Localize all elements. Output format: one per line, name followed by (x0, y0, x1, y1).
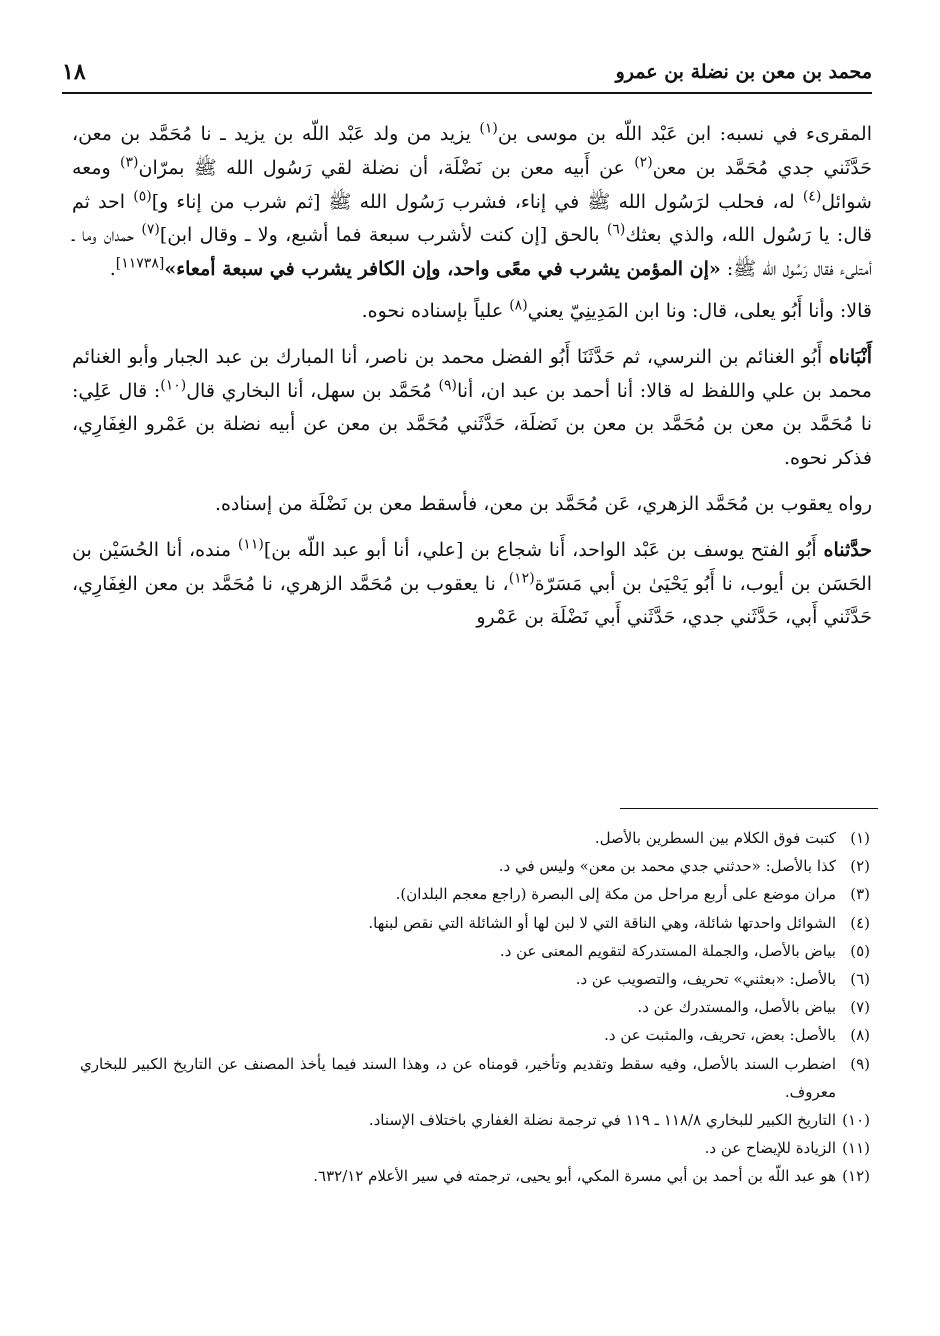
footnote-text: بالأصل: «بعثني» تحريف، والتصويب عن د. (575, 970, 836, 989)
footnote-text: بالأصل: بعض، تحريف، والمثبت عن د. (604, 1026, 836, 1045)
footnote-number: (٩) (850, 1054, 870, 1073)
header-title: محمد بن معن بن نضلة بن عمرو (615, 61, 872, 83)
footnote-text: بياض بالأصل، والمستدرك عن د. (637, 998, 836, 1017)
footnote-text: التاريخ الكبير للبخاري ١١٨/٨ ـ ١١٩ في ترجمة نضلة الغفاري باختلاف الإسناد. (368, 1111, 836, 1130)
text-run: مُحَمَّد بن سهل، أنا البخاري قال (186, 379, 439, 402)
footnote-ref: (١١) (237, 536, 264, 553)
footnote-ref: (٣) (120, 154, 139, 171)
footnote-number: (١٢) (842, 1167, 870, 1186)
footnote (80, 909, 870, 937)
main-text (72, 118, 872, 647)
footnote-text: الشوائل واحدتها شائلة، وهي الناقة التي لا لبن لها أو الشائلة التي نقص لبنها. (368, 913, 836, 932)
footnote (80, 880, 870, 908)
footnote-ref: (٢) (634, 154, 653, 171)
footnote-ref: (٨) (509, 297, 528, 314)
footnote-ref: (١٢) (508, 570, 535, 587)
text-run: ومعه شوائل (72, 156, 872, 213)
footnote-text: كذا بالأصل: «حدثني جدي محمد بن معن» وليس في د. (498, 857, 836, 876)
text-run: قالا: وأنا أَبُو يعلى، قال: ونا ابن المَدِينِيّ يعني (527, 299, 872, 322)
footnote-text: هو عبد اللّه بن أحمد بن أبي مسرة المكي، أبو يحيى، ترجمته في سير الأعلام ٦٣٢/١٢. (313, 1167, 836, 1186)
text-run: المقرىء في نسبه: ابن عَبْد اللّه بن موسى بن (497, 123, 872, 145)
footnote-text: اضطرب السند بالأصل، وفيه سقط وتقديم وتأخير، قومناه عن د، وهذا السند فيما يأخذ المصنف عن التاريخ الكبير للبخاري معروف. (80, 1054, 836, 1101)
footnote (80, 1050, 870, 1106)
text-run: حمدان وما ـ أمتلىء فقال رَسُول الله ﷺ: (72, 224, 872, 281)
text-run: علياً بإسناده نحوه. (361, 299, 510, 322)
paragraph (72, 534, 872, 635)
footnote-number: (٦) (850, 970, 870, 989)
paragraph (72, 488, 872, 522)
footnote-ref: (٧) (141, 222, 160, 239)
footnote-number: (٣) (850, 885, 870, 904)
text-run: بالحق [إن كنت لأشرب سبعة فما أشبع، ولا ـ وقال ابن] (159, 224, 607, 247)
text-run: أَبُو الفتح يوسف بن عَبْد الواحد، أَنا شجاع بن [علي، أنا أبو عبد اللّه بن] (263, 538, 824, 561)
text-run: احد ثم قال: يا رَسُول الله، والذي بعثك (72, 190, 872, 247)
footnote-text: بياض بالأصل، والجملة المستدركة لتقويم المعنى عن د. (499, 941, 836, 960)
hadith-number: [١١٧٣٨] (115, 255, 165, 272)
paragraph (72, 295, 872, 329)
footnotes (80, 824, 870, 1191)
footnote-number: (٨) (850, 1026, 870, 1045)
hadith-quote: «إن المؤمن يشرب في معًى واحد، وإن الكافر يشرب في سبعة أمعاء» (164, 258, 721, 281)
footnote-ref: (٩) (438, 377, 457, 394)
footnote-number: (٧) (850, 998, 870, 1017)
footnote-ref: (٤) (802, 188, 822, 205)
paragraph (72, 118, 872, 287)
text-run: . (109, 258, 116, 281)
footnote (80, 1021, 870, 1049)
footnote (80, 937, 870, 965)
running-header (62, 52, 872, 94)
text-run: يزيد من ولد عَبْد اللّه بن يزيد ـ نا مُحَمَّد بن معن، حَدَّثَني جدي مُحَمَّد بن معن (72, 123, 872, 179)
footnote-text: مران موضع على أربع مراحل من مكة إلى البصرة (راجع معجم البلدان). (395, 885, 836, 904)
footnote-divider (620, 808, 878, 809)
footnote-number: (١١) (842, 1139, 870, 1158)
text-run: : قال عَلِي: نا مُحَمَّد بن معن بن مُحَمَّد بن معن بن نَضلَة، حَدَّثَني مُحَمَّد بن معن عن أبيه نضلة بن عَمْرو الغِفَارِي، فذكر نحوه. (72, 379, 872, 470)
footnote (80, 824, 870, 852)
paragraph-lead: حدَّثناه (823, 538, 872, 561)
paragraph-lead: أَنْبَاناه (828, 345, 872, 368)
text-run: منده، أنا الحُسَيْن بن الحَسَن بن أيوب، نا أَبُو يَحْيَىٰ بن أبي مَسَرّة (72, 538, 872, 595)
footnote (80, 993, 870, 1021)
text-run: له، فحلب لرَسُول الله ﷺ في إناء، فشرب رَسُول الله ﷺ [ثم شرب من إناء و] (151, 190, 803, 213)
footnote (80, 1162, 870, 1190)
footnote-number: (٥) (850, 941, 870, 960)
footnote (80, 1134, 870, 1162)
footnote-ref: (٦) (606, 222, 626, 239)
footnote-number: (١) (850, 829, 870, 847)
footnote-text: كتبت فوق الكلام بين السطرين بالأصل. (594, 829, 836, 847)
text-run: عن أَبيه معن بن نَضْلَة، أن نضلة لقي رَسُول الله ﷺ بمرّان (138, 156, 635, 179)
footnote-number: (١٠) (842, 1111, 870, 1130)
footnote-number: (٢) (850, 857, 870, 876)
footnote (80, 965, 870, 993)
footnote-ref: (١٠) (160, 377, 187, 394)
text-run: ، نا يعقوب بن مُحَمَّد الزهري، نا مُحَمَّد بن معن الغِفَارِي، حَدَّثَني أَبي، حَدَّثَني جدي، حَدَّثَني أَبي نَضْلَة بن عَمْرو (72, 572, 872, 629)
page-number: ١٨ (62, 59, 86, 85)
text-run: رواه يعقوب بن مُحَمَّد الزهري، عَن مُحَمَّد بن معن، فأسقط معن بن نَضْلَة من إسناده. (214, 492, 872, 515)
footnote (80, 1106, 870, 1134)
footnote-text: الزيادة للإيضاح عن د. (704, 1139, 836, 1158)
footnote-number: (٤) (850, 913, 870, 932)
footnote (80, 852, 870, 880)
footnote-ref: (٥) (133, 188, 152, 205)
paragraph (72, 341, 872, 476)
footnote-ref: (١) (479, 120, 498, 137)
text-run: أَبُو الغنائم بن النرسي، ثم حَدَّثَنَا أَبُو الفضل محمد بن ناصر، أنا المبارك بن عبد الجبار وأبو الغنائم محمد بن علي واللفظ له قالا: أنا أحمد بن عبد ان، أنا (72, 345, 872, 402)
